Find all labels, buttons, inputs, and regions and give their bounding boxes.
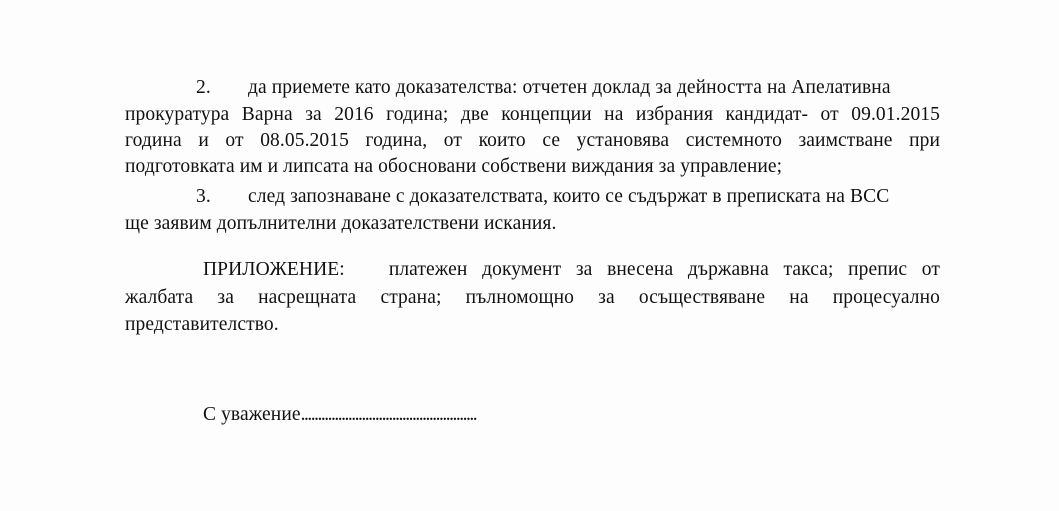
attachment-text: платежен документ за внесена държавна такса; препис от [388, 259, 940, 280]
signature-dots: .................................................... [300, 404, 477, 425]
attachment-line-3: представителство. [125, 314, 279, 335]
item-3-line-2: ще заявим допълнителни доказателствени искания. [125, 213, 557, 234]
attachment-first-line [203, 258, 940, 282]
signature-line [203, 403, 476, 427]
item-text: да приемете като доказателства: отчетен доклад за дейността на Апелативна [248, 77, 891, 98]
attachment-label: ПРИЛОЖЕНИЕ: [203, 259, 345, 280]
item-text: след запознаване с доказателствата, които се съдържат в преписката на ВСС [248, 186, 890, 207]
item-number: 2. [196, 77, 211, 98]
item-2-line-3: година и от 08.05.2015 година, от които се установява системното заимстване при [125, 130, 940, 151]
attachment-line-2: жалбата за насрещната страна; пълномощно за осъществяване на процесуално [125, 287, 940, 308]
item-number: 3. [196, 186, 211, 207]
item-2-line-2: прокуратура Варна за 2016 година; две концепции на избрания кандидат- от 09.01.2015 [125, 104, 940, 125]
item-3-first-line [196, 185, 889, 209]
item-2-first-line [196, 76, 891, 100]
signature-label: С уважение [203, 404, 301, 425]
item-2-line-4: подготовката им и липсата на обосновани собствени виждания за управление; [125, 156, 783, 177]
